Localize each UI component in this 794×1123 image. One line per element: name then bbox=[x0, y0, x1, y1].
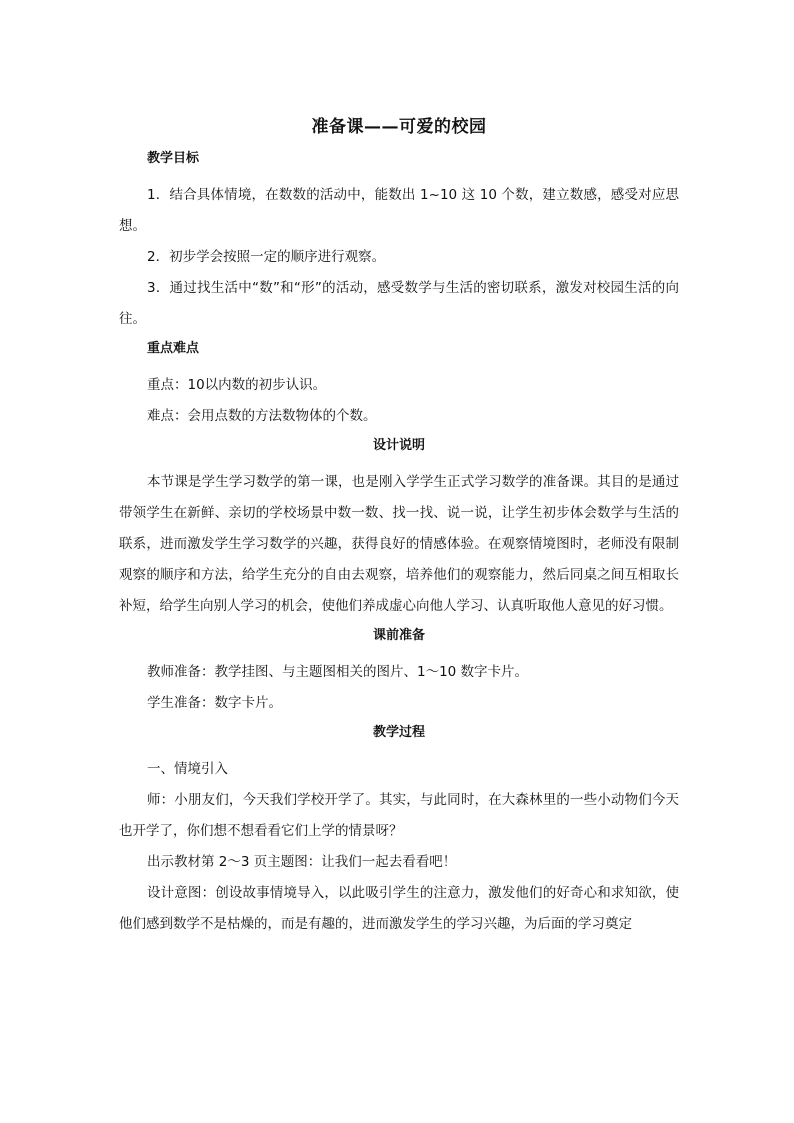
document-title: 准备课——可爱的校园 bbox=[311, 117, 487, 137]
prep-heading: 课前准备 bbox=[372, 628, 425, 643]
goal-item-2: 2．初步学会按照一定的顺序进行观察。 bbox=[147, 249, 386, 265]
difficult-point: 难点：会用点数的方法数物体的个数。 bbox=[147, 408, 377, 424]
document-page bbox=[119, 112, 679, 940]
goal-item-1: 1．结合具体情境，在数数的活动中，能数出 1~10 这 10 个数，建立数感，感受对应思想。 bbox=[119, 187, 679, 234]
key-points-heading: 重点难点 bbox=[147, 341, 200, 356]
show-line: 出示教材第 2～3 页主题图：让我们一起去看看吧！ bbox=[147, 854, 457, 870]
design-description: 本节课是学生学习数学的第一课，也是刚入学学生正式学习数学的准备课。其目的是通过带领学生在新鲜、亲切的学校场景中数一数、找一找、说一说，让学生初步体会数学与生活的联系，进而激发学生学习数学的兴趣，获得良好的情感体验。在观察情境图时，老师没有限制观察的顺序和方法，给学生充分的自由去观察，培养他们的观察能力，然后同桌之间互相取长补短，给学生向别人学习的机会，使他们养成虚心向他人学习、认真听取他人意见的好习惯。 bbox=[119, 474, 679, 614]
teacher-prep: 教师准备：教学挂图、与主题图相关的图片、1～10 数字卡片。 bbox=[147, 664, 529, 680]
student-prep: 学生准备：数字卡片。 bbox=[147, 695, 282, 711]
design-intent-line: 设计意图：创设故事情境导入，以此吸引学生的注意力，激发他们的好奇心和求知欲，使他们感到数学不是枯燥的，而是有趣的，进而激发学生的学习兴趣，为后面的学习奠定 bbox=[119, 885, 679, 932]
key-point: 重点：10以内数的初步认识。 bbox=[147, 377, 327, 393]
design-heading: 设计说明 bbox=[372, 438, 425, 453]
process-heading: 教学过程 bbox=[372, 725, 425, 740]
step-1-title: 一、情境引入 bbox=[147, 761, 228, 777]
teacher-line: 师：小朋友们，今天我们学校开学了。其实，与此同时，在大森林里的一些小动物们今天也开学了，你们想不想看看它们上学的情景呀？ bbox=[119, 792, 679, 839]
goal-item-3: 3．通过找生活中“数”和“形”的活动，感受数学与生活的密切联系，激发对校园生活的向往。 bbox=[119, 280, 679, 327]
goals-heading: 教学目标 bbox=[147, 151, 200, 166]
